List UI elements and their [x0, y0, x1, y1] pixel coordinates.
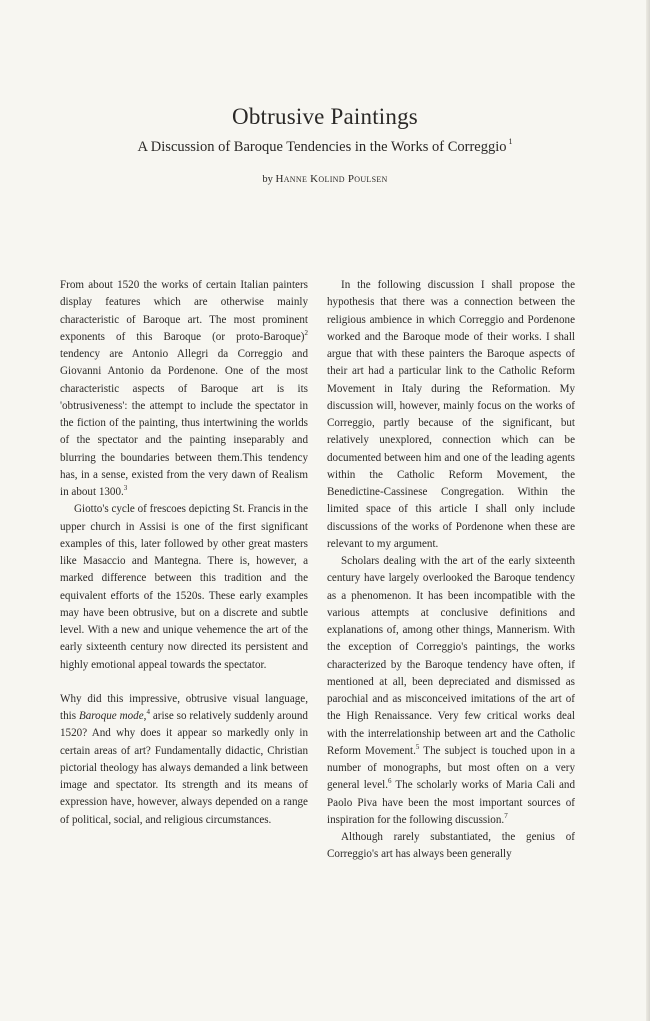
subtitle-footnote-mark: 1	[508, 137, 513, 146]
right-column	[327, 277, 575, 864]
article-title: Obtrusive Paintings	[232, 104, 418, 129]
baroque-mode-italic: Baroque mode	[78, 710, 144, 722]
footnote-mark-6: 6	[388, 777, 392, 786]
right-p2-text-a: Scholars dealing with the art of the early sixteenth century have largely overlooked the Baroque tendency as a phenomenon. It has been incompatible with the various attempts at conclusive definitions and explanations of, among other things, Mannerism. With the exception of Correggio's paintings, the works characterized by the Baroque tendency have often, if mentioned at all, been depreciated and dismissed as parochial and as misconceived imitations of the art of the High Renaissance. Very few critical works deal with the interrelationship between art and the Catholic Reform Movement.	[327, 555, 575, 757]
article-header	[0, 104, 650, 185]
left-paragraph-3: Why did this impressive, obtrusive visual language, this Baroque mode,$^4$ arise so relatively suddenly around 1520? And why does it appear so markedly only in certain areas of art? Fundamentally didactic, Christian pictorial theology has always demanded a link between image and spectator. Its strength and its means of expression have, however, always depended on a range of political, social, and religious circumstances.	[60, 692, 308, 826]
right-paragraph-1: In the following discussion I shall propose the hypothesis that there was a connection between the religious ambience in which Correggio and Pordenone worked and the Baroque mode of their works. I shall argue that with these painters the Baroque aspects of their art had a particular link to the Catholic Reform Movement in Italy during the Reformation. My discussion will, however, mainly focus on the works of Correggio, partly because of the significant, but relatively unexplored, connection which can be documented between him and one of the leading agents within the Catholic Reform Movement, the Benedictine-Cassinese Congregation. Within the limited space of this article I shall only include discussions of the works of Pordenone when these are relevant to my argument.	[327, 279, 575, 550]
right-paragraph-2	[327, 553, 575, 829]
article-subtitle	[0, 139, 650, 156]
left-p3-text-b: arise so relatively suddenly around 1520? And why does it appear so markedly only in certain areas of art? Fundamentally didactic, Christian pictorial theology has always demanded a link between image and spectator. Its strength and its means of expression have, however, always depended on a range of political, social, and religious circumstances.	[60, 710, 308, 826]
left-p1-text-a: From about 1520 the works of certain Italian painters display features which are otherwise mainly characteristic of Baroque art. The most prominent exponents of this Baroque (or proto-Baroque)	[60, 279, 308, 343]
right-p2-text-b: The subject is touched upon in a number of monographs, but most often on a very general level.	[327, 744, 575, 792]
right-paragraph-3: Although rarely substantiated, the genius of Correggio's art has always been generally	[327, 831, 575, 861]
left-p1-text-b: tendency are Antonio Allegri da Correggio and Giovanni Antonio da Pordenone. One of the most characteristic aspects of Baroque art is its 'obtrusiveness': the attempt to include the spectator in the fiction of the painting, thus intertwining the worlds of the spectator and the painting inseparably and blurring the boundaries between them.This tendency has, in a sense, existed from the very dawn of Realism in about 1300.	[60, 348, 308, 498]
footnote-mark-7: 7	[504, 811, 508, 820]
footnote-mark-2: 2	[304, 328, 308, 337]
footnote-mark-4: 4	[146, 708, 150, 716]
byline	[0, 173, 650, 185]
right-p2-text-c: The scholarly works of Maria Cali and Paolo Piva have been the most important sources of inspiration for the following discussion.	[327, 779, 576, 826]
left-column	[60, 277, 308, 829]
subtitle-text: A Discussion of Baroque Tendencies in the Works of Correggio	[137, 139, 507, 155]
byline-prefix: by	[262, 174, 273, 185]
left-p3-text-a: Why did this impressive, obtrusive visual language, this	[60, 692, 308, 722]
left-paragraph-2: Giotto's cycle of frescoes depicting St. Francis in the upper church in Assisi is one of the first significant examples of this, later followed by other great masters like Masaccio and Mantegna. There is, however, a marked difference between this tradition and the equivalent efforts of the 1520s. These early examples may have been obtrusive, but on a discrete and subtle level. With a new and unique vehemence the art of the early sixteenth century now directed its persistent and highly emotional appeal towards the spectator.	[60, 503, 308, 671]
left-paragraph-1	[60, 277, 308, 501]
footnote-mark-5: 5	[415, 742, 420, 751]
author-name: Hanne Kolind Poulsen	[275, 173, 388, 185]
footnote-mark-3: 3	[123, 484, 128, 492]
